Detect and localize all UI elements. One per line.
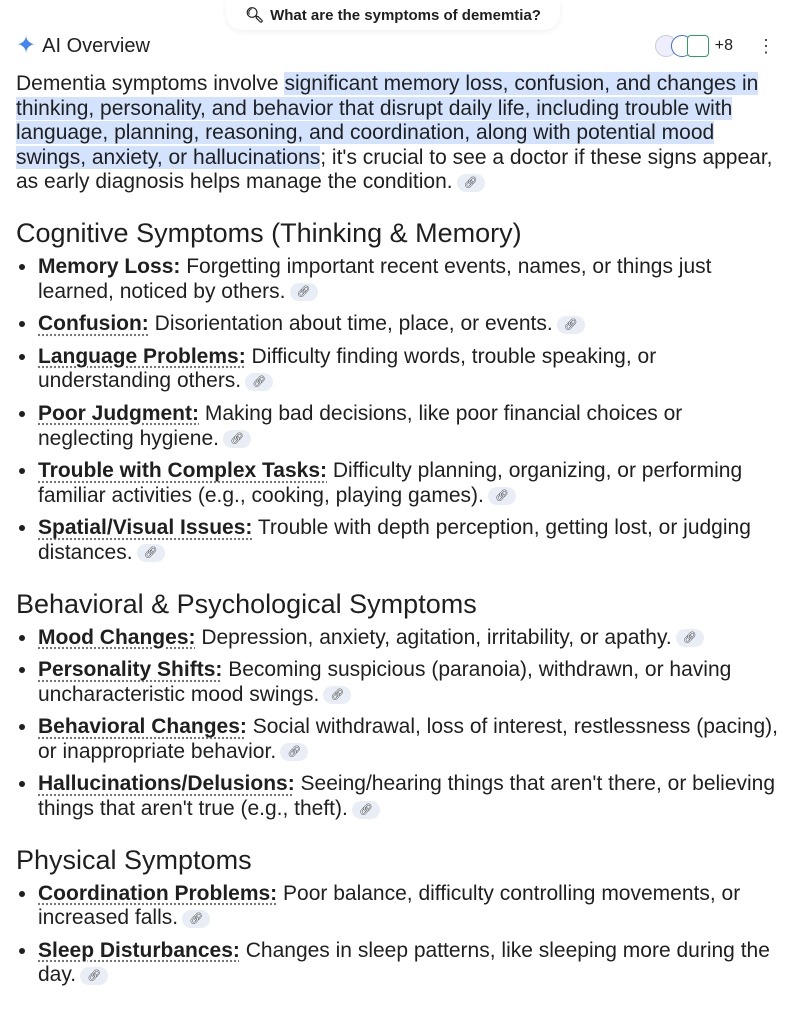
list-item bbox=[38, 255, 778, 304]
list-item bbox=[38, 939, 778, 988]
symptom-description: Social withdrawal, loss of interest, restlessness (pacing), or inappropriate behavior. bbox=[38, 715, 778, 763]
list-item bbox=[38, 312, 778, 337]
symptom-description: Difficulty planning, organizing, or performing familiar activities (e.g., cooking, playing games). bbox=[38, 459, 743, 507]
link-icon[interactable]: 🔗︎ bbox=[137, 544, 165, 562]
symptom-description: Depression, anxiety, agitation, irritability, or apathy. bbox=[195, 625, 672, 649]
link-icon[interactable]: 🔗︎ bbox=[290, 283, 318, 301]
link-icon[interactable]: 🔗︎ bbox=[676, 629, 704, 647]
list-item bbox=[38, 459, 778, 508]
symptom-term[interactable]: Mood Changes: bbox=[38, 625, 196, 649]
link-icon[interactable]: 🔗︎ bbox=[488, 487, 516, 505]
symptom-description: Changes in sleep patterns, like sleeping more during the day. bbox=[38, 938, 770, 987]
list-item bbox=[38, 658, 778, 707]
link-icon[interactable]: 🔗︎ bbox=[182, 910, 210, 928]
list-item bbox=[38, 772, 778, 821]
search-query-bar[interactable] bbox=[226, 0, 560, 30]
symptom-term[interactable]: Language Problems: bbox=[38, 344, 246, 368]
symptom-term[interactable]: Spatial/Visual Issues: bbox=[38, 516, 253, 540]
query-text: What are the symptoms of dememtia? bbox=[270, 6, 541, 24]
symptom-description: Difficulty finding words, trouble speaking, or understanding others. bbox=[38, 344, 657, 393]
section-heading: Cognitive Symptoms (Thinking & Memory) bbox=[16, 217, 522, 248]
symptom-term[interactable]: Poor Judgment: bbox=[38, 401, 199, 425]
link-icon[interactable]: 🔗︎ bbox=[352, 801, 380, 819]
highlighted-text: significant memory loss, confusion, and changes in thinking, personality, and behavior that disrupt daily life, including trouble with language, planning, reasoning, and coordination, along with potential mood swings, anxiety, or hallucinations bbox=[16, 72, 759, 169]
symptom-description: Seeing/hearing things that aren't there, or believing things that aren't true (e.g., theft). bbox=[38, 772, 776, 821]
link-icon[interactable]: 🔗︎ bbox=[245, 373, 273, 391]
list-item bbox=[38, 882, 778, 931]
symptom-description: Making bad decisions, like poor financial choices or neglecting hygiene. bbox=[38, 401, 683, 450]
more-options-icon[interactable]: ⋮ bbox=[757, 35, 775, 56]
symptom-term[interactable]: Trouble with Complex Tasks: bbox=[38, 459, 327, 483]
link-icon[interactable]: 🔗︎ bbox=[557, 316, 585, 334]
list-item bbox=[38, 626, 778, 651]
link-icon[interactable]: 🔗︎ bbox=[280, 743, 308, 761]
intro-paragraph: Dementia symptoms involve significant memory loss, confusion, and changes in thinking, personality, and behavior that disrupt daily life, including trouble with language, planning, reasoning, and coordination, along with potential mood swings, anxiety, or hallucinations; it's crucial to see a doctor if these signs appear, as early diagnosis helps manage the condition. 🔗︎ bbox=[16, 72, 773, 194]
symptom-list bbox=[16, 882, 778, 988]
symptom-description: Forgetting important recent events, names, or things just learned, noticed by others. bbox=[38, 254, 712, 303]
symptom-list bbox=[16, 255, 778, 566]
symptom-list bbox=[16, 626, 778, 822]
source-count[interactable]: +8 bbox=[714, 37, 733, 54]
symptom-term[interactable]: Hallucinations/Delusions: bbox=[38, 772, 295, 796]
link-icon[interactable]: 🔗︎ bbox=[80, 967, 108, 985]
source-favicon bbox=[687, 35, 709, 57]
list-item bbox=[38, 715, 778, 764]
symptom-term[interactable]: Personality Shifts: bbox=[38, 658, 223, 682]
sparkle-icon: ✦ bbox=[16, 32, 37, 59]
list-item bbox=[38, 516, 778, 565]
ai-overview-title: AI Overview bbox=[42, 34, 150, 57]
link-icon[interactable]: 🔗︎ bbox=[223, 430, 251, 448]
list-item bbox=[38, 345, 778, 394]
search-icon: 🔍︎ bbox=[245, 7, 265, 24]
source-favicons[interactable] bbox=[661, 35, 709, 57]
symptom-term[interactable]: Confusion: bbox=[38, 312, 149, 336]
section-heading: Physical Symptoms bbox=[16, 844, 252, 875]
symptom-description: Poor balance, difficulty controlling movements, or increased falls. bbox=[38, 881, 741, 930]
list-item bbox=[38, 402, 778, 451]
symptom-description: Trouble with depth perception, getting lost, or judging distances. bbox=[38, 516, 751, 564]
symptom-term[interactable]: Coordination Problems: bbox=[38, 881, 278, 905]
ai-overview-header bbox=[16, 32, 775, 60]
symptom-term[interactable]: Behavioral Changes: bbox=[38, 715, 247, 739]
symptom-term: Memory Loss: bbox=[38, 254, 181, 278]
link-icon[interactable]: 🔗︎ bbox=[457, 174, 485, 192]
symptom-term[interactable]: Sleep Disturbances: bbox=[38, 938, 240, 962]
section-heading: Behavioral & Psychological Symptoms bbox=[16, 588, 477, 619]
symptom-description: Becoming suspicious (paranoia), withdrawn, or having uncharacteristic mood swings. bbox=[38, 658, 732, 706]
overview-content bbox=[16, 72, 778, 996]
symptom-description: Disorientation about time, place, or events. bbox=[148, 312, 553, 336]
link-icon[interactable]: 🔗︎ bbox=[323, 686, 351, 704]
